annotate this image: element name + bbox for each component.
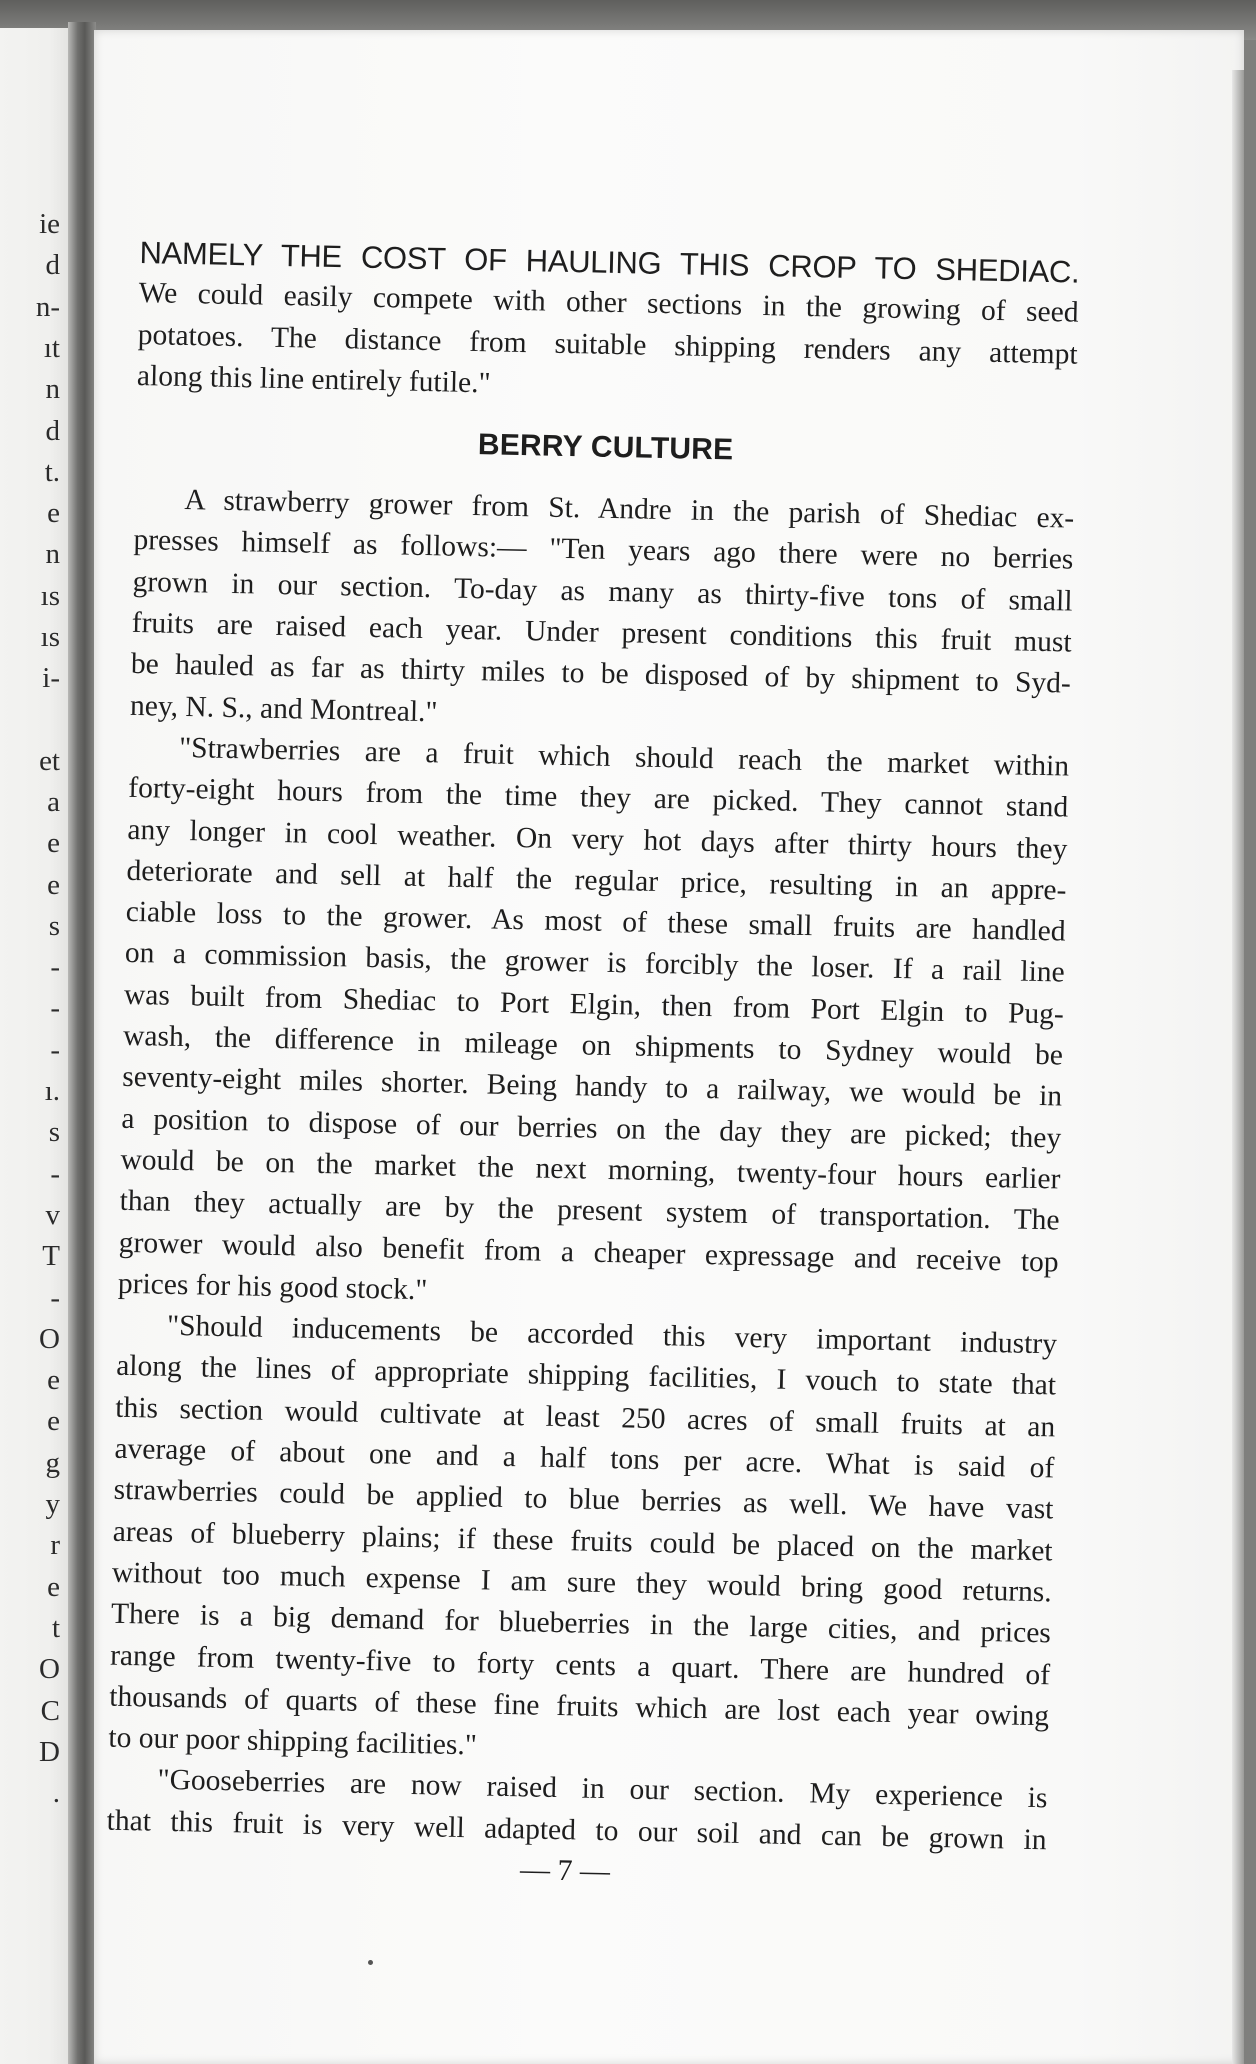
text-line: We could easily compete with other sections in the growing of seed (138, 277, 1079, 329)
text-line: fruits are raised each year. Under present conditions this fruit must (131, 606, 1072, 659)
text-line: would be on the market the next morning, twenty-four hours earlier (120, 1143, 1061, 1196)
previous-page-text-fragment: - (50, 1283, 60, 1313)
text-line: grower would also benefit from a cheaper expressage and receive top (118, 1226, 1059, 1278)
paragraph-inducements (108, 1305, 1057, 1779)
text-line: strawberries could be applied to blue berries as well. We have vast (113, 1474, 1054, 1526)
text-line: areas of blueberry plains; if these fruits could be placed on the market (112, 1515, 1053, 1568)
previous-page-text-fragment: - (50, 994, 60, 1024)
previous-page-text-fragment: e (47, 1366, 60, 1396)
text-line: along this line entirely futile." (136, 359, 491, 400)
book-gutter (68, 22, 96, 2064)
previous-page-text-fragment: d (45, 416, 60, 446)
previous-page-text-fragment: C (40, 1696, 60, 1726)
previous-page-text-fragment: D (39, 1737, 60, 1767)
page-right-edge (1232, 70, 1244, 2064)
previous-page-text-fragment: O (39, 1324, 60, 1354)
section-heading: BERRY CULTURE (477, 428, 734, 467)
previous-page-text-fragment: e (47, 1572, 60, 1602)
previous-page-text-fragment: t. (44, 457, 60, 487)
text-line: "Should inducements be accorded this very important industry (166, 1309, 1058, 1361)
page-text-block (106, 232, 1080, 1861)
text-line: thousands of quarts of these fine fruits which are lost each year owing (108, 1680, 1050, 1733)
text-line: wash, the difference in mileage on shipments to Sydney would be (122, 1019, 1064, 1072)
text-line: a position to dispose of our berries on the day they are picked; they (121, 1102, 1062, 1155)
previous-page-text-fragment: i- (42, 664, 60, 694)
previous-page-text-fragment: ıs (40, 581, 60, 611)
previous-page-text-fragment: ie (39, 210, 60, 239)
text-line: to our poor shipping facilities." (108, 1721, 478, 1762)
text-line: any longer in cool weather. On very hot days after thirty hours they (127, 813, 1068, 866)
text-line: potatoes. The distance from suitable shipping renders any attempt (137, 318, 1078, 371)
text-line: There is a big demand for blueberries in the large cities, and prices (110, 1597, 1052, 1650)
previous-page-text-fragment: s (48, 1118, 60, 1148)
previous-page-text-fragment: T (42, 1242, 60, 1272)
text-line: deteriorate and sell at half the regular price, resulting in an appre- (126, 854, 1067, 907)
previous-page-text-fragment: e (47, 1407, 60, 1437)
previous-page-text-fragment: e (47, 499, 60, 529)
intro-paragraph (137, 273, 1079, 417)
previous-page-text-fragment: ıs (40, 623, 60, 652)
text-line: ney, N. S., and Montreal." (129, 689, 438, 729)
previous-page-text-fragment: et (39, 746, 60, 776)
text-line: range from twenty-five to forty cents a quart. There are hundred of (109, 1639, 1051, 1691)
previous-page-text-fragment: t (51, 1613, 60, 1643)
previous-page-text-fragment: a (47, 787, 60, 817)
previous-page-edge (0, 28, 70, 2064)
previous-page-text-fragment: O (39, 1655, 60, 1685)
lead-line: NAMELY THE COST OF HAULING THIS CROP TO SHEDIAC. (139, 234, 1080, 290)
previous-page-text-fragment: - (50, 1035, 60, 1065)
previous-page-text-fragment: d (45, 251, 60, 281)
text-line: without too much expense I am sure they would bring good returns. (111, 1556, 1053, 1609)
paragraph-strawberry-grower (130, 479, 1075, 746)
dust-speck (368, 1960, 373, 1965)
previous-page-text-fragment: n (45, 375, 60, 405)
previous-page-text-fragment: n (45, 540, 60, 570)
text-line: seventy-eight miles shorter. Being handy to a railway, we would be in (121, 1061, 1063, 1113)
text-line: average of about one and a half tons per acre. What is said of (114, 1432, 1055, 1485)
previous-page-text-fragment: ı. (44, 1077, 60, 1106)
text-line: on a commission basis, the grower is forcibly the loser. If a rail line (124, 937, 1066, 989)
previous-page-text-fragment: s (48, 911, 60, 941)
previous-page-text-fragment: y (45, 1490, 60, 1519)
previous-page-text-fragment: r (50, 1531, 60, 1561)
previous-page-text-fragment: e (47, 870, 60, 900)
text-line: that this fruit is very well adapted to our soil and can be grown in (106, 1804, 1047, 1857)
previous-page-text-fragment: ıt (43, 333, 60, 363)
previous-page-text-fragment: e (47, 829, 60, 859)
text-line: was built from Shediac to Port Elgin, then from Port Elgin to Pug- (123, 978, 1065, 1031)
text-line: presses himself as follows:— "Ten years ago there were no berries (133, 524, 1074, 577)
text-line: be hauled as far as thirty miles to be disposed of by shipment to Syd- (130, 648, 1072, 700)
text-line: grown in our section. To-day as many as thirty-five tons of small (132, 565, 1073, 618)
text-line: forty-eight hours from the time they are picked. They cannot stand (128, 772, 1069, 824)
paragraph-strawberries-market (118, 727, 1070, 1325)
previous-page-text-fragment: - (50, 1159, 60, 1189)
text-line: this section would cultivate at least 250 acres of small fruits at an (115, 1391, 1056, 1444)
text-line: along the lines of appropriate shipping facilities, I vouch to state that (115, 1350, 1057, 1402)
text-line: A strawberry grower from St. Andre in the parish of Shediac ex- (184, 484, 1075, 535)
previous-page-text-fragment: - (50, 953, 60, 983)
previous-page-text-fragment: v (45, 1200, 60, 1230)
text-line: than they actually are by the present system of transportation. The (119, 1185, 1060, 1237)
page-number: — 7 — (519, 1853, 611, 1888)
previous-page-text-fragment: g (45, 1448, 60, 1478)
previous-page-text-fragment: . (52, 1779, 60, 1809)
text-line: prices for his good stock." (117, 1267, 428, 1307)
text-line: "Strawberries are a fruit which should reach the market within (178, 731, 1070, 783)
text-line: "Gooseberries are now raised in our section. My experience is (157, 1764, 1048, 1815)
text-line: ciable loss to the grower. As most of these small fruits are handled (125, 896, 1066, 948)
previous-page-text-fragment: n- (35, 292, 60, 322)
